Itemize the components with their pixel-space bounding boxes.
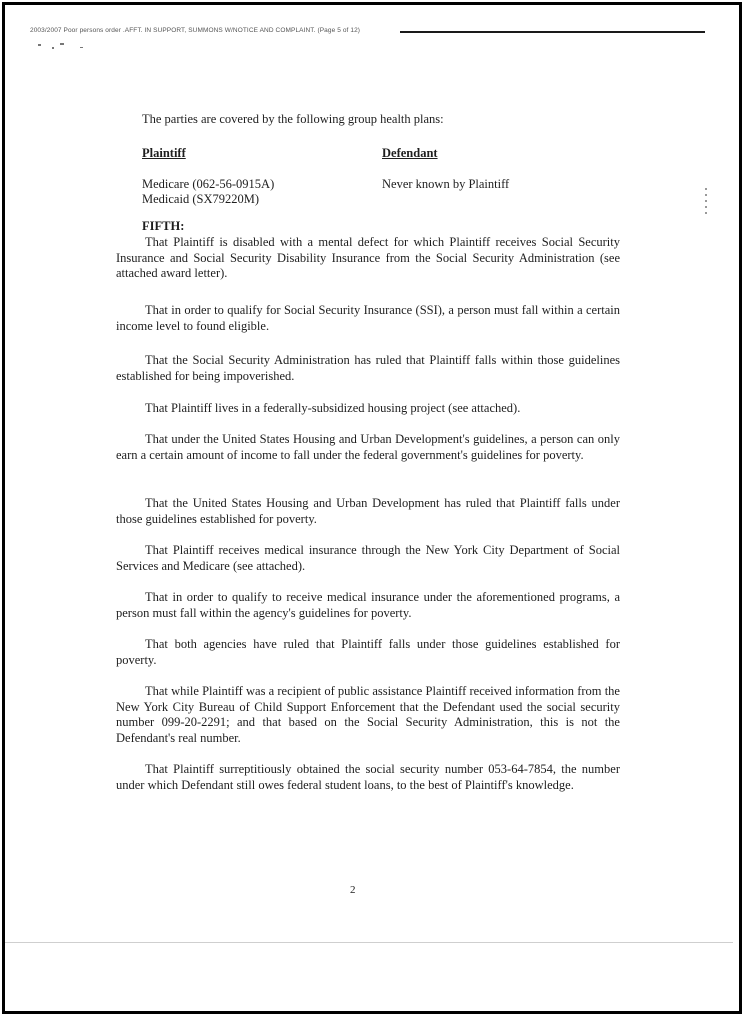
fax-header-rule — [400, 31, 705, 33]
paragraph: That Plaintiff surreptitiously obtained the social security number 053-64-7854, the number under which Defendant still owes federal student loans, to the best of Plaintiff's knowledge. — [116, 762, 620, 792]
plaintiff-heading: Plaintiff — [142, 146, 186, 160]
fax-header: 2003/2007 Poor persons order .AFFT. IN SUPPORT, SUMMONS W/NOTICE AND COMPLAINT. (Page 5 of 12) — [30, 27, 361, 34]
section-heading: FIFTH: — [142, 219, 185, 233]
intro-text: The parties are covered by the following group health plans: — [142, 112, 444, 126]
paragraph: That in order to qualify to receive medical insurance under the aforementioned programs, a person must fall within the agency's guidelines for poverty. — [116, 590, 620, 620]
page-number: 2 — [350, 884, 356, 896]
scan-bottom-edge — [5, 942, 733, 943]
paragraph: That the United States Housing and Urban Development has ruled that Plaintiff falls under those guidelines established for poverty. — [116, 496, 620, 526]
defendant-heading: Defendant — [382, 146, 438, 160]
paragraph: That in order to qualify for Social Security Insurance (SSI), a person must fall within a certain income level to found eligible. — [116, 303, 620, 333]
scan-speck — [52, 47, 54, 49]
defendant-plan: Never known by Plaintiff — [382, 177, 510, 191]
paragraph: That Plaintiff is disabled with a mental defect for which Plaintiff receives Social Security Insurance and Social Security Disability Insurance from the Social Security Administration (see attached award letter). — [116, 235, 620, 280]
paragraph: That while Plaintiff was a recipient of public assistance Plaintiff received information from the New York City Bureau of Child Support Enforcement that the Defendant used the social security number 099-20-2291; and that based on the Social Security Administration, this is not the Defendant's real number. — [116, 684, 620, 745]
paragraph: That under the United States Housing and Urban Development's guidelines, a person can only earn a certain amount of income to fall under the federal government's guidelines for poverty. — [116, 432, 620, 462]
scan-margin-marks — [705, 188, 707, 218]
paragraph: That Plaintiff lives in a federally-subsidized housing project (see attached). — [145, 401, 521, 415]
paragraph: That Plaintiff receives medical insurance through the New York City Department of Social Services and Medicare (see attached). — [116, 543, 620, 573]
plaintiff-medicaid: Medicaid (SX79220M) — [142, 192, 259, 206]
scan-speck — [80, 47, 83, 48]
plaintiff-medicare: Medicare (062-56-0915A) — [142, 177, 275, 191]
scan-speck — [38, 44, 41, 46]
scan-speck — [60, 43, 64, 45]
paragraph: That both agencies have ruled that Plaintiff falls under those guidelines established for poverty. — [116, 637, 620, 667]
paragraph: That the Social Security Administration has ruled that Plaintiff falls within those guidelines established for being impoverished. — [116, 353, 620, 383]
